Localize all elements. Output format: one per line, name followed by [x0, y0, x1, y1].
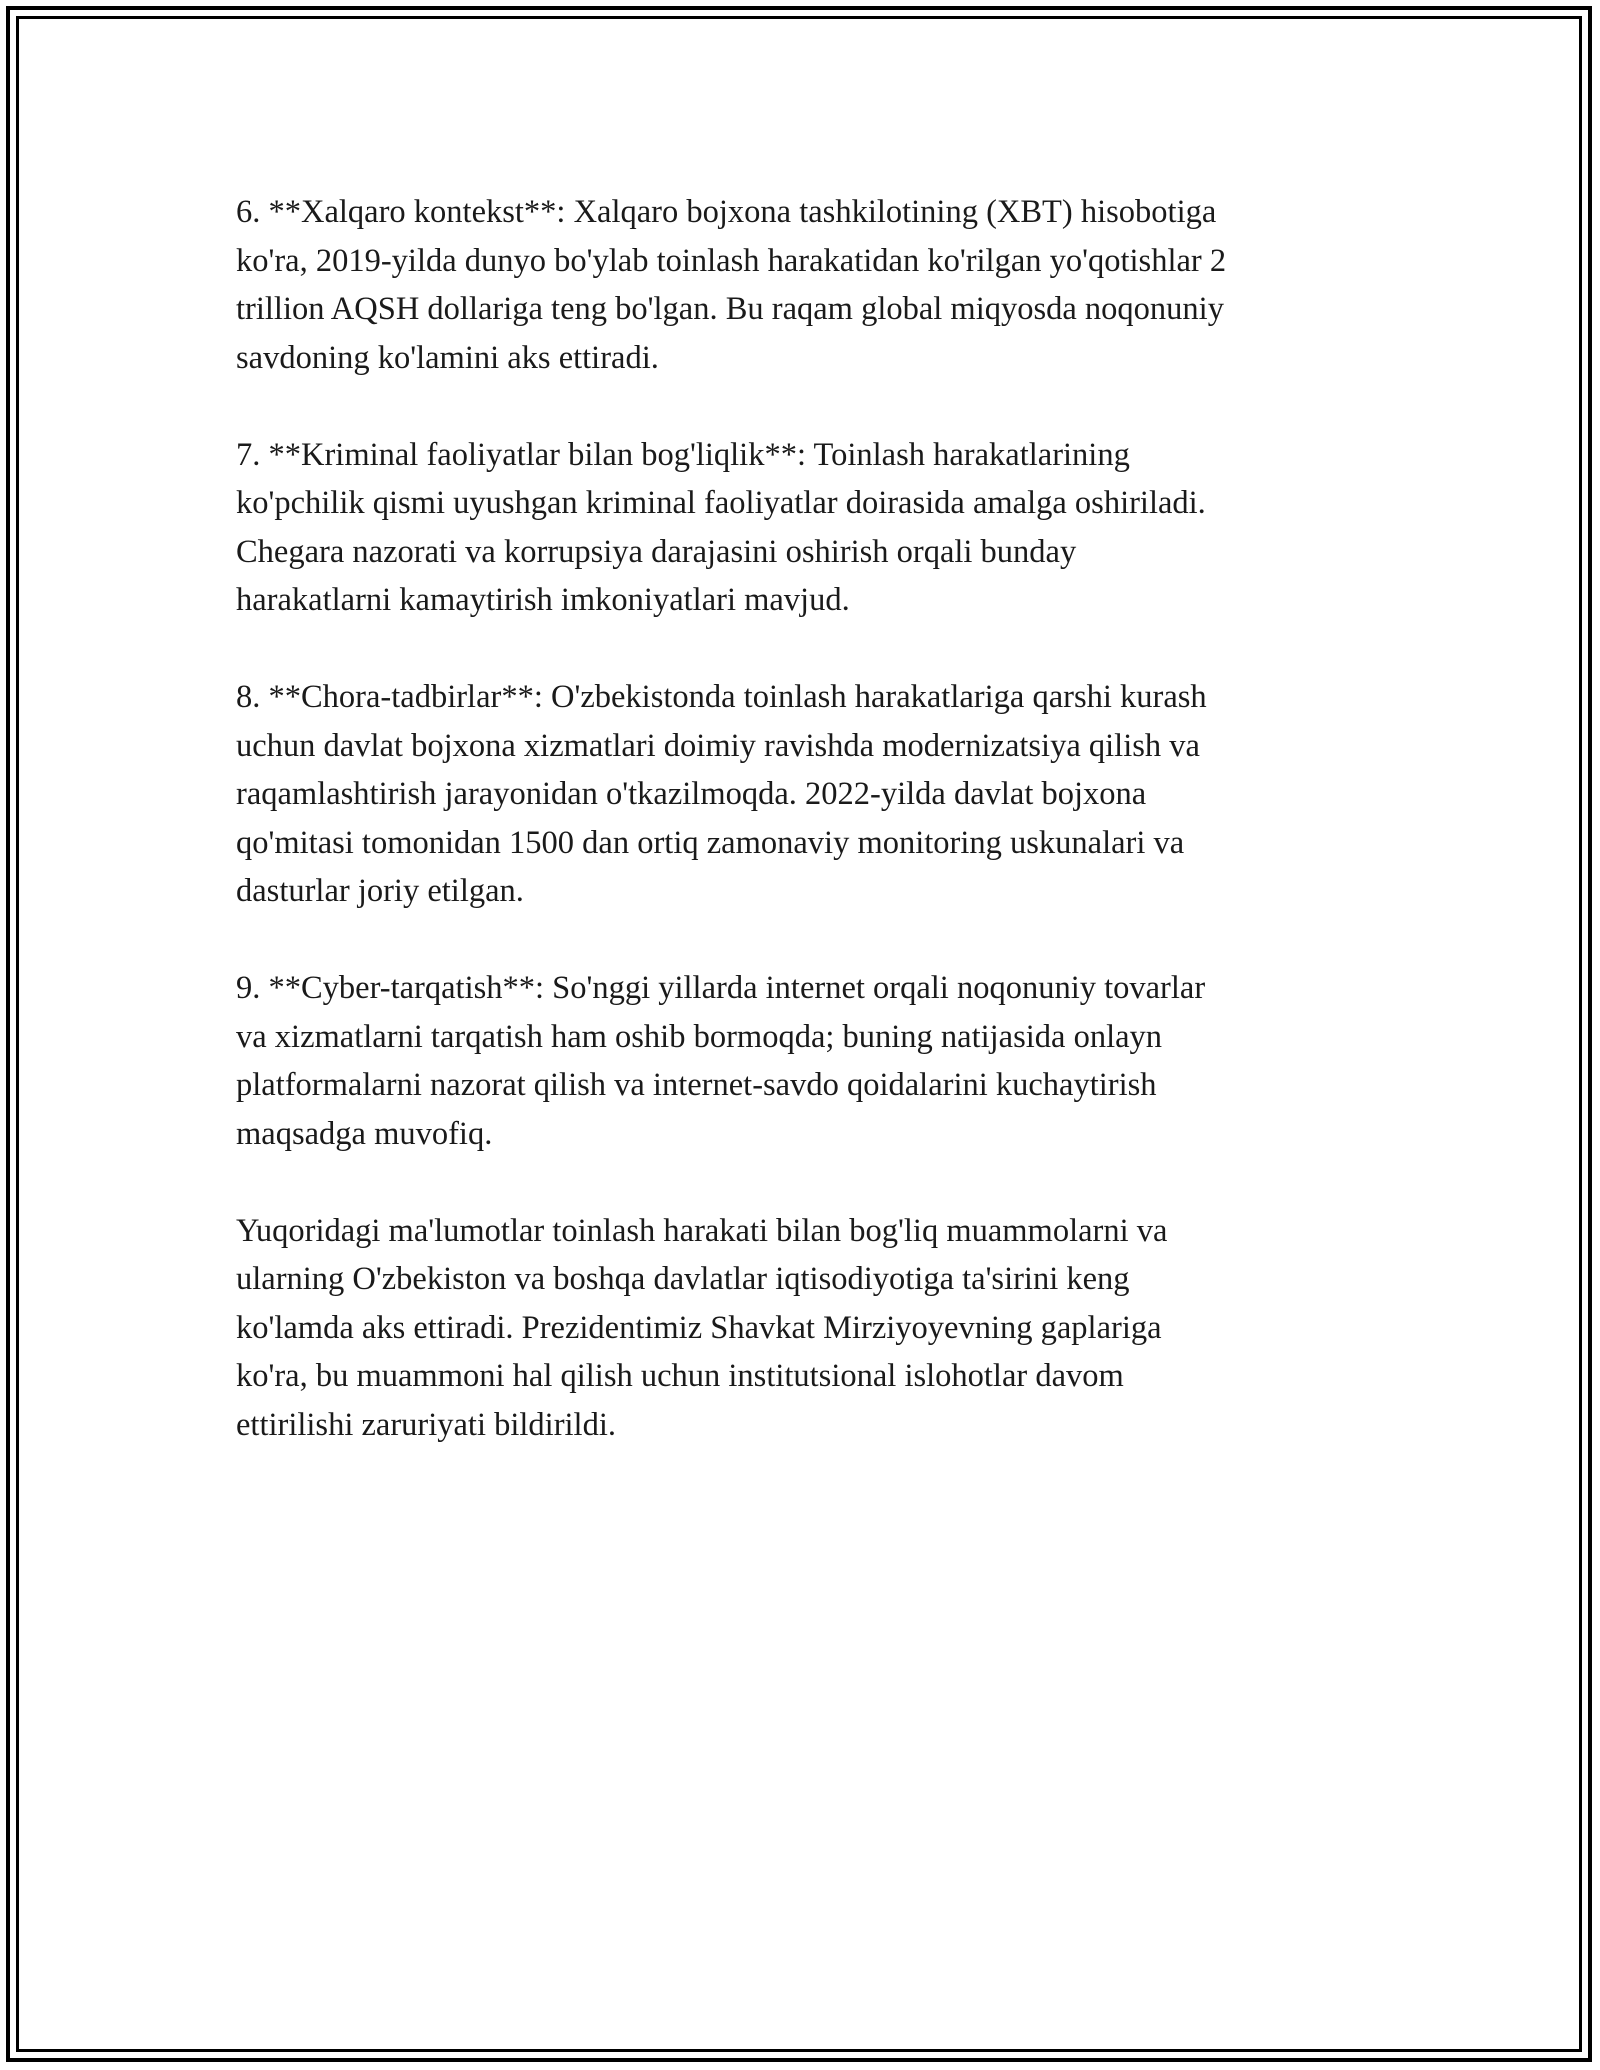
- paragraph-criminal-links: 7. **Kriminal faoliyatlar bilan bog'liqlik**: Toinlash harakatlarining ko'pchilik qismi uyushgan kriminal faoliyatlar doirasida amalga oshiriladi. Chegara nazorati va korrupsiya darajasini oshirish orqali bunday harakatlarni kamaytirish imkoniyatlari mavjud.: [236, 436, 1206, 618]
- paragraph-cyber-distribution: 9. **Cyber-tarqatish**: So'nggi yillarda internet orqali noqonuniy tovarlar va xizmatlarni tarqatish ham oshib bormoqda; buning natijasida onlayn platformalarni nazorat qilish va internet-savdo qoidalarini kuchaytirish maqsadga muvofiq.: [236, 970, 1206, 1152]
- paragraph-conclusion: Yuqoridagi ma'lumotlar toinlash harakati bilan bog'liq muammolarni va ularning O'zbekiston va boshqa davlatlar iqtisodiyotiga ta'sirini keng ko'lamda aks ettiradi. Prezidentimiz Shavkat Mirziyoyevning gaplariga ko'ra, bu muammoni hal qilish uchun institutsional islohotlar davom ettirilishi zaruriyati bildirildi.: [236, 1212, 1168, 1443]
- paragraph-international-context: 6. **Xalqaro kontekst**: Xalqaro bojxona tashkilotining (XBT) hisobotiga ko'ra, 2019-yilda dunyo bo'ylab toinlash harakatidan ko'rilgan yo'qotishlar 2 trillion AQSH dollariga teng bo'lgan. Bu raqam global miqyosda noqonuniy savdoning ko'lamini aks ettiradi.: [236, 194, 1227, 376]
- paragraph-measures: 8. **Chora-tadbirlar**: O'zbekistonda toinlash harakatlariga qarshi kurash uchun davlat bojxona xizmatlari doimiy ravishda modernizatsiya qilish va raqamlashtirish jarayonidan o'tkazilmoqda. 2022-yilda davlat bojxona qo'mitasi tomonidan 1500 dan ortiq zamonaviy monitoring uskunalari va dasturlar joriy etilgan.: [236, 679, 1207, 909]
- document-body: [236, 188, 1366, 1498]
